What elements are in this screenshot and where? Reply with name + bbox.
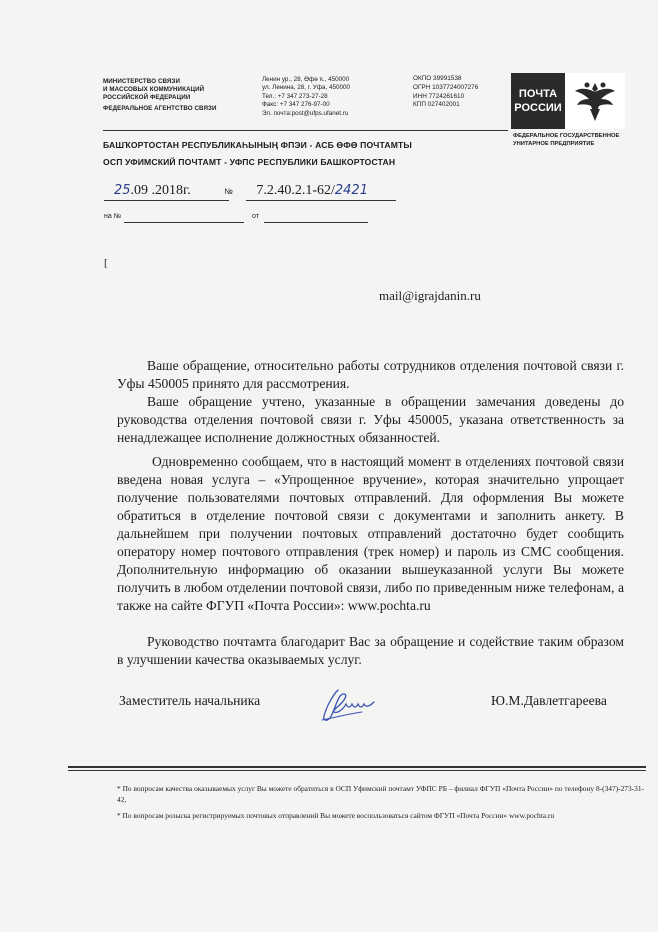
org-name-russian: ОСП УФИМСКИЙ ПОЧТАМТ - УФПС РЕСПУБЛИКИ БАШКОРТОСТАН: [103, 157, 396, 167]
logo-wordmark: [511, 73, 565, 129]
eagle-emblem-icon: [571, 77, 619, 125]
footnote-quality: * По вопросам качества оказываемых услуг Вы можете обратиться в ОСП Уфимский почтамт УФПС РБ – филиал ФГУП «Почта России» по телефону 8-(347)-273-31-42,: [117, 784, 644, 804]
email-line: Эл. почта:post@ufps.ufanet.ru: [262, 109, 349, 117]
inn-code: ИНН 7724261610: [413, 92, 465, 100]
paragraph: Одновременно сообщаем, что в настоящий момент в отделениях почтовой связи введена новая услуга – «Упрощенное вручение», которая значительно упрощает получение пользователями почтовых отправлений. Для оформления Вы можете обратиться в отделение почтовой связи с документами и заполнить анкету. В дальнейшем при получении почтовых отправлений достаточно будет сообщить оператору номер почтового отправления (трек номер) и пароль из СМС сообщения. Дополнительную информацию об оказании вышеуказанной услуги Вы можете получить в любом отделении почтовой связи, либо по приведенным ниже телефонам, а также на сайте ФГУП «Почта России»: www.pochta.ru: [117, 454, 624, 613]
kpp-code: КПП 027402001: [413, 101, 460, 109]
footnote-tracking: * По вопросам розыска регистрируемых почтовых отправлений Вы можете воспользоваться сайтом ФГУП «Почта России» www.pochta.ru: [117, 811, 555, 820]
enterprise-line: УНИТАРНОЕ ПРЕДПРИЯТИЕ: [513, 140, 595, 147]
paragraph: Ваше обращение учтено, указанные в обращении замечания доведены до руководства отделения почтовой связи г. Уфы 450005, указана ответственность за ненадлежащее исполнение должностных обязанностей.: [117, 394, 624, 445]
address-line: Ленин ур., 28, Өфө ҡ., 450000: [262, 76, 350, 83]
ministry-line: РОССИЙСКОЙ ФЕДЕРАЦИИ: [103, 94, 191, 101]
ministry-line: И МАССОВЫХ КОММУНИКАЦИЙ: [103, 86, 205, 93]
date-underline: [104, 200, 229, 201]
codes-block: [413, 75, 478, 110]
ministry-line: МИНИСТЕРСТВО СВЯЗИ: [103, 78, 181, 85]
logo-word: ПОЧТА: [518, 88, 558, 100]
org-name-bashkir: БАШҠОРТОСТАН РЕСПУБЛИКАҺЫНЫҢ ФПЭИ - АСБ ӨФӨ ПОЧТАМТЫ: [103, 140, 412, 150]
agency-name: ФЕДЕРАЛЬНОЕ АГЕНТСТВО СВЯЗИ: [103, 105, 217, 112]
reply-number-field-line: [124, 222, 244, 223]
date-number-line: [106, 183, 368, 199]
outgoing-number-handwritten: 2421: [334, 183, 368, 198]
reply-to-number-label: на №: [104, 213, 122, 220]
ogrn-code: ОГРН 1037724007276: [413, 83, 479, 91]
reply-date-field-line: [264, 222, 368, 223]
signatory-name: Ю.М.Давлетгареева: [491, 693, 607, 708]
outgoing-number: 7.2.40.2.1-62/: [256, 183, 335, 198]
reply-date-label: от: [252, 213, 259, 220]
address-line: ул. Ленина, 28, г. Уфа, 450000: [262, 84, 351, 92]
fax-line: Факс: +7 347 276-97-00: [262, 101, 330, 109]
number-underline: [246, 200, 396, 201]
date-day: 25: [114, 183, 131, 198]
paragraph: Ваше обращение, относительно работы сотрудников отделения почтовой связи г. Уфы 450005 принято для рассмотрения.: [117, 358, 624, 391]
footer-divider: [68, 766, 646, 768]
date-rest: .09 .2018г.: [130, 183, 191, 198]
enterprise-line: ФЕДЕРАЛЬНОЕ ГОСУДАРСТВЕННОЕ: [513, 133, 620, 139]
okpo-code: ОКПО 39991538: [413, 75, 462, 82]
enterprise-type: [513, 133, 619, 148]
number-label: №: [224, 187, 233, 196]
header-divider: [103, 130, 508, 131]
ministry-block: [103, 78, 217, 113]
phone-line: Тел.: +7 347 273-27-28: [262, 92, 328, 100]
paragraph: Руководство почтамта благодарит Вас за обращение и содействие таким образом в улучшении качества оказываемых услуг.: [117, 634, 624, 667]
pochta-rossii-logo: [511, 73, 625, 129]
address-bracket: [: [104, 257, 108, 269]
letter-body: [117, 357, 624, 669]
recipient-email: mail@igrajdanin.ru: [379, 288, 481, 303]
logo-word: РОССИИ: [514, 102, 562, 114]
signatory-role: Заместитель начальника: [119, 693, 261, 708]
handwritten-signature: [318, 682, 380, 728]
address-block: [262, 76, 350, 118]
footer-divider-thin: [68, 770, 646, 771]
